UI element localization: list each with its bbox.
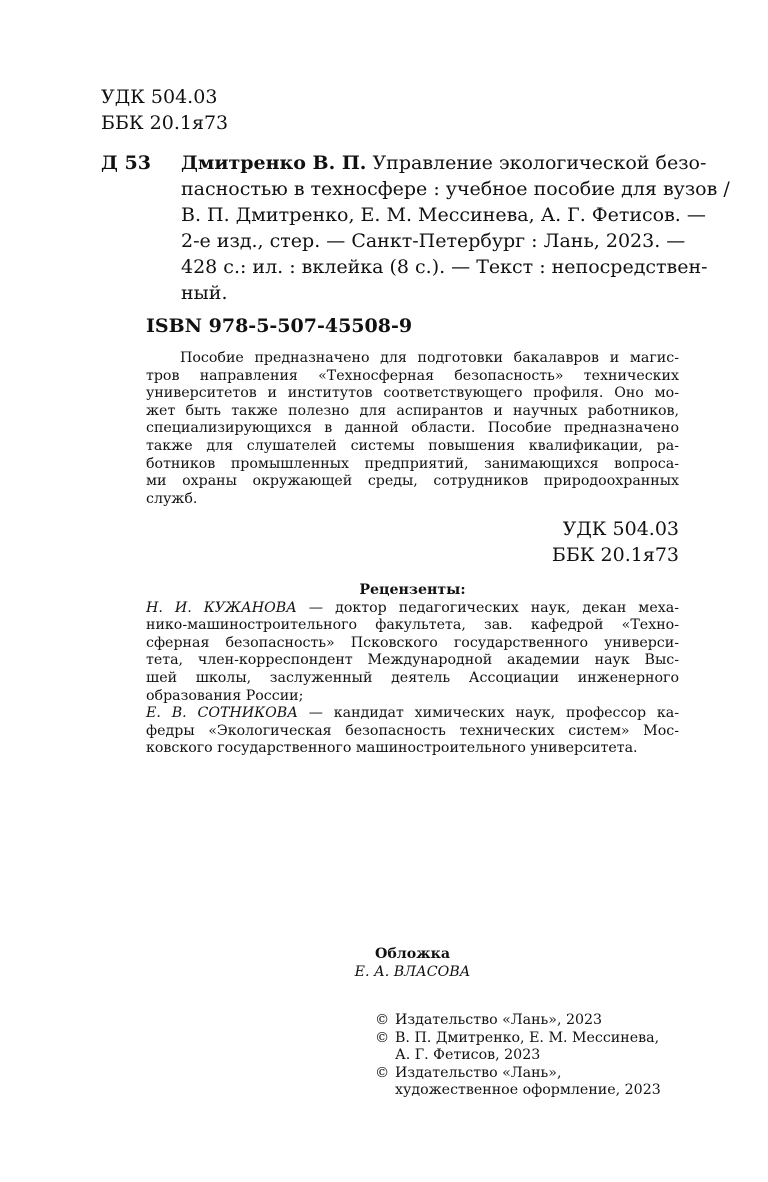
- author-name: Дмитренко В. П.: [181, 152, 367, 174]
- cover-credit: [146, 946, 679, 981]
- entry-line-4: 2-е изд., стер. — Санкт-Петербург : Лань, 2023. —: [181, 230, 686, 252]
- annotation-line: жет быть также полезно для аспирантов и научных работников,: [146, 402, 679, 419]
- reviewers-title: Рецензенты:: [359, 582, 466, 598]
- reviewer-line: нико-машиностроительного факультета, зав. кафедрой «Техно-: [146, 617, 679, 634]
- reviewer-2-first-text: — кандидат химических наук, профессор ка-: [297, 705, 679, 722]
- isbn: ISBN 978-5-507-45508-9: [146, 315, 413, 337]
- entry-line-2: пасностью в техносфере : учебное пособие для вузов /: [181, 178, 730, 200]
- annotation-line: тров направления «Техносферная безопасность» технических: [146, 367, 679, 384]
- udk-code: УДК 504.03: [101, 86, 218, 108]
- copyrights: [375, 1012, 679, 1100]
- copyright-text-line: А. Г. Фетисов, 2023: [395, 1047, 541, 1064]
- copyright-icon: ©: [375, 1012, 390, 1028]
- classification-bottom: [400, 516, 679, 568]
- reviewer-line: тета, член-корреспондент Международной академии наук Выс-: [146, 652, 679, 669]
- reviewer-1-first-line: [146, 600, 679, 618]
- copyright-text-line: В. П. Дмитренко, Е. М. Мессинева,: [395, 1029, 660, 1046]
- reviewer-1-first-text: — доктор педагогических наук, декан меха-: [296, 599, 679, 616]
- reviewer-1-name: Н. И. КУЖАНОВА: [146, 599, 297, 616]
- annotation-line: специализирующихся в данной области. Пособие предназначено: [146, 420, 679, 437]
- entry-line-1-text: Управление экологической безо-: [372, 152, 707, 174]
- copyright-item: [375, 1012, 679, 1030]
- entry-line-3: В. П. Дмитренко, Е. М. Мессинева, А. Г. Фетисов. —: [181, 204, 706, 226]
- copyright-icon: ©: [375, 1064, 390, 1081]
- reviewer-line: федры «Экологическая безопасность технических систем» Мос-: [146, 722, 679, 739]
- author-code: Д 53: [101, 152, 151, 174]
- copyright-item: [375, 1065, 679, 1100]
- annotation-line: университетов и институтов соответствующего профиля. Оно мо-: [146, 385, 679, 402]
- annotation-line: Пособие предназначено для подготовки бакалавров и магис-: [180, 350, 679, 366]
- annotation-line: также для слушателей системы повышения квалификации, ра-: [146, 437, 679, 454]
- cover-designer: Е. А. ВЛАСОВА: [354, 963, 471, 980]
- reviewer-line: образования России;: [146, 687, 304, 704]
- reviewer-line: шей школы, заслуженный деятель Ассоциации инженерного: [146, 669, 679, 686]
- copyright-icon: ©: [375, 1029, 390, 1046]
- reviewer-line: ковского государственного машиностроительного университета.: [146, 740, 638, 757]
- copyright-item: [375, 1030, 679, 1065]
- entry-line-5: 428 с.: ил. : вклейка (8 с.). — Текст : непосредствен-: [181, 256, 708, 278]
- annotation-line: служб.: [146, 490, 198, 507]
- bbk-code: ББК 20.1я73: [551, 544, 679, 566]
- reviewers: [146, 582, 679, 758]
- annotation-line: ботников промышленных предприятий, занимающихся вопроса-: [146, 455, 679, 472]
- udk-code: УДК 504.03: [562, 518, 679, 540]
- annotation-line: ми охраны окружающей среды, сотрудников природоохранных: [146, 473, 679, 490]
- entry-line-6: ный.: [181, 282, 228, 304]
- reviewer-line: сферная безопасность» Псковского государственного универси-: [146, 634, 679, 651]
- copyright-text: [395, 1030, 659, 1065]
- bbk-code: ББК 20.1я73: [101, 112, 229, 134]
- copyright-text: Издательство «Лань», 2023: [395, 1012, 603, 1028]
- reviewer-2-name: Е. В. СОТНИКОВА: [146, 705, 298, 722]
- copyright-text-line: художественное оформление, 2023: [395, 1082, 661, 1099]
- annotation: [146, 350, 679, 508]
- entry-line-1: [181, 150, 707, 176]
- classification-top: [101, 84, 228, 136]
- copyright-text-line: Издательство «Лань»,: [395, 1064, 562, 1081]
- reviewer-2-first-line: [146, 705, 679, 723]
- copyright-text: [395, 1065, 661, 1100]
- cover-title: Обложка: [374, 946, 451, 962]
